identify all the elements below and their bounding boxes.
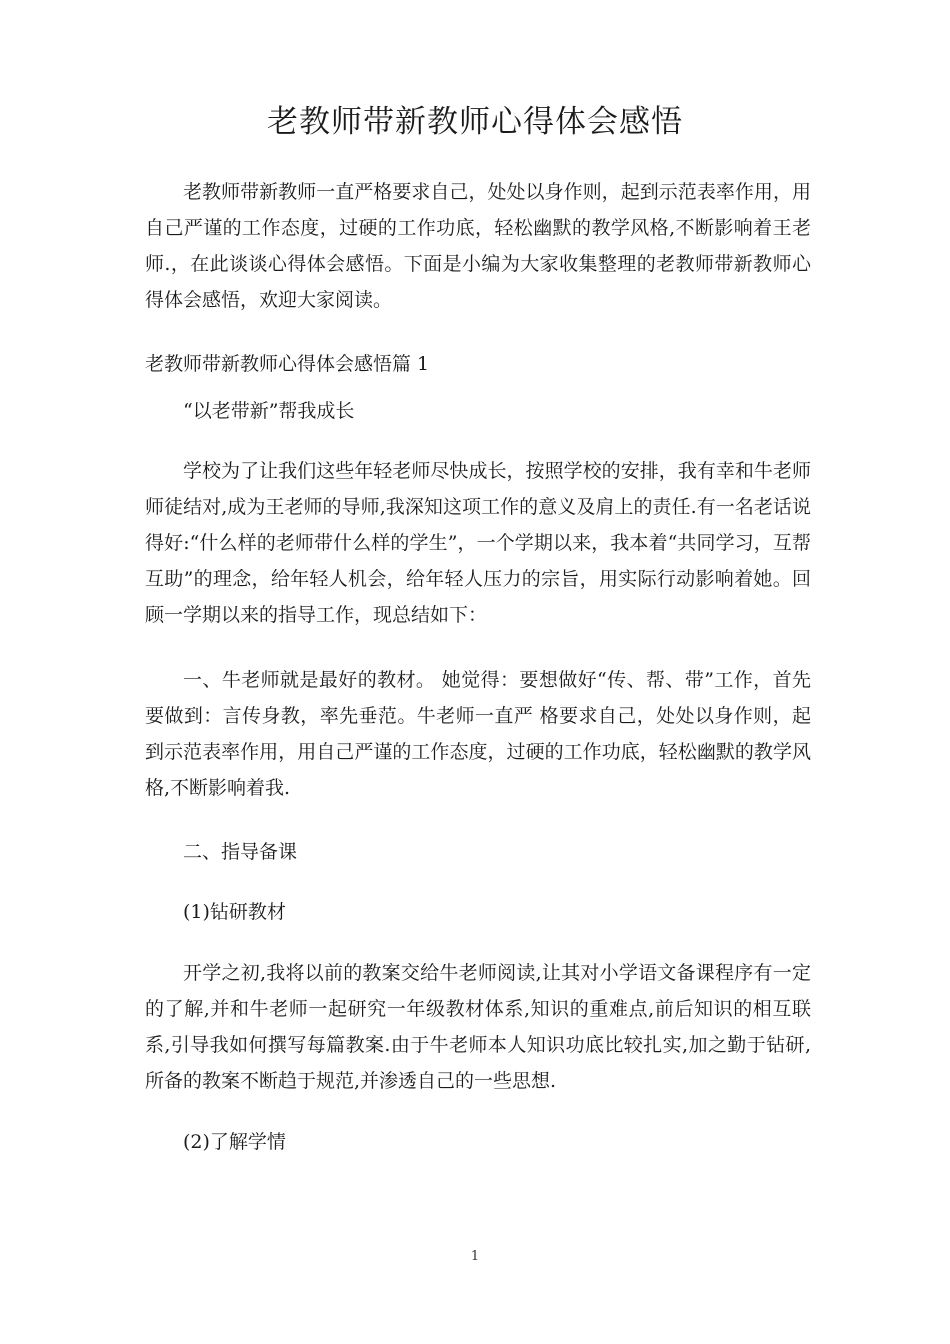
paragraph-1: 学校为了让我们这些年轻老师尽快成长，按照学校的安排，我有幸和牛老师师徒结对,成为王老师的导师,我深知这项工作的意义及肩上的责任.有一名老话说得好:“什么样的老师带什么样的学生”，一个学期以来，我本着“共同学习，互帮互助”的理念，给年轻人机会，给年轻人压力的宗旨，用实际行动影响着她。回顾一学期以来的指导工作，现总结如下： bbox=[145, 460, 811, 626]
intro-paragraph: 老教师带新教师一直严格要求自己，处处以身作则，起到示范表率作用，用自己严谨的工作态度，过硬的工作功底，轻松幽默的教学风格,不断影响着王老师.，在此谈谈心得体会感悟。下面是小编为大家收集整理的老教师带新教师心得体会感悟，欢迎大家阅读。 bbox=[145, 181, 811, 311]
document-title: 老教师带新教师心得体会感悟 bbox=[267, 104, 683, 140]
heading-understand-students: (2)了解学情 bbox=[183, 1131, 286, 1153]
section-heading: 老教师带新教师心得体会感悟篇 1 bbox=[145, 353, 430, 375]
heading-study-materials: (1)钻研教材 bbox=[183, 901, 286, 923]
heading-guide-lesson-prep: 二、指导备课 bbox=[183, 841, 298, 863]
paragraph-3: 开学之初,我将以前的教案交给牛老师阅读,让其对小学语文备课程序有一定的了解,并和牛老师一起研究一年级教材体系,知识的重难点,前后知识的相互联系,引导我如何撰写每篇教案.由于牛老师本人知识功底比较扎实,加之勤于钻研,所备的教案不断趋于规范,并渗透自己的一些思想. bbox=[145, 962, 811, 1092]
paragraph-2: 一、牛老师就是最好的教材。 她觉得：要想做好“传、帮、带”工作，首先要做到：言传身教，率先垂范。牛老师一直严 格要求自己，处处以身作则，起到示范表率作用，用自己严谨的工作态度，过硬的工作功底，轻松幽默的教学风格,不断影响着我. bbox=[145, 669, 811, 799]
page-number: 1 bbox=[470, 1249, 480, 1264]
section-subtitle: “以老带新”帮我成长 bbox=[183, 400, 355, 422]
